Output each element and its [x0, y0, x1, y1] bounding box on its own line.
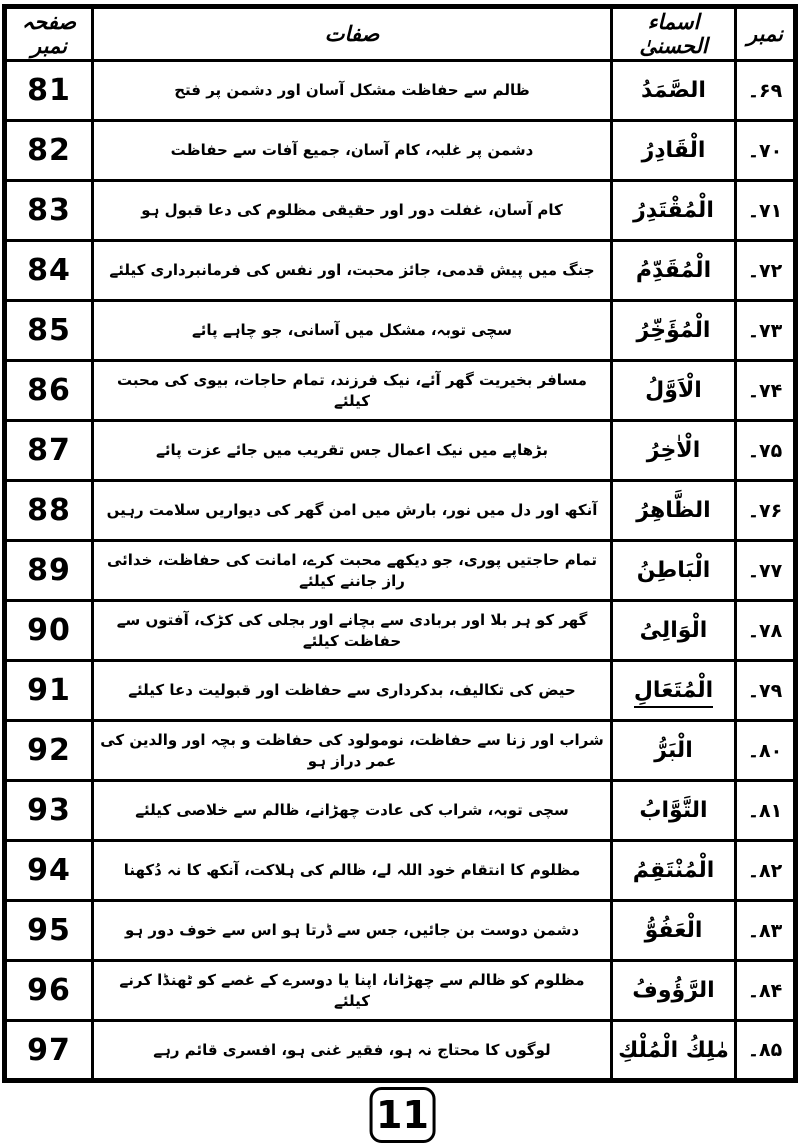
divine-name-cell: الْمُتَعَالِ [612, 661, 736, 721]
divine-name-cell: الصَّمَدُ [612, 61, 736, 121]
divine-name-cell: التَّوَّابُ [612, 781, 736, 841]
table-row [5, 61, 796, 121]
divine-name-cell: الْاَوَّلُ [612, 361, 736, 421]
serial-number-cell: ۷۶۔ [736, 481, 796, 541]
page-number-text: 11 [376, 1093, 429, 1137]
table-row [5, 901, 796, 961]
divine-name-cell: الْبَرُّ [612, 721, 736, 781]
table-row [5, 481, 796, 541]
table-row [5, 121, 796, 181]
divine-name-cell: الْمُقْتَدِرُ [612, 181, 736, 241]
table-row [5, 661, 796, 721]
page-number-cell: 93 [5, 781, 93, 841]
attributes-cell: بڑھاپے میں نیک اعمال جس تقریب میں جائے عزت پائے [93, 421, 612, 481]
page-number-cell: 82 [5, 121, 93, 181]
attributes-cell: سچی توبہ، مشکل میں آسانی، جو چاہے پائے [93, 301, 612, 361]
attributes-cell: دشمن دوست بن جائیں، جس سے ڈرتا ہو اس سے خوف دور ہو [93, 901, 612, 961]
serial-number-cell: ۷۰۔ [736, 121, 796, 181]
serial-number-cell: ۸۰۔ [736, 721, 796, 781]
serial-number-cell: ۶۹۔ [736, 61, 796, 121]
attributes-cell: لوگوں کا محتاج نہ ہو، فقیر غنی ہو، افسری قائم رہے [93, 1021, 612, 1081]
table-row [5, 721, 796, 781]
attributes-cell: جنگ میں پیش قدمی، جائز محبت، اور نفس کی فرمانبرداری کیلئے [93, 241, 612, 301]
attributes-cell: سچی توبہ، شراب کی عادت چھڑانے، ظالم سے خلاصی کیلئے [93, 781, 612, 841]
serial-number-cell: ۷۵۔ [736, 421, 796, 481]
serial-number-cell: ۷۳۔ [736, 301, 796, 361]
serial-number-cell: ۸۲۔ [736, 841, 796, 901]
attributes-cell: دشمن پر غلبہ، کام آسان، جمیع آفات سے حفاظت [93, 121, 612, 181]
attributes-cell: حیض کی تکالیف، بدکرداری سے حفاظت اور قبولیت دعا کیلئے [93, 661, 612, 721]
table-row [5, 241, 796, 301]
page-number-cell: 81 [5, 61, 93, 121]
table-header-row [5, 7, 796, 61]
table-row [5, 1021, 796, 1081]
page-number-cell: 89 [5, 541, 93, 601]
attributes-cell: مظلوم کا انتقام خود اللہ لے، ظالم کی ہلاکت، آنکھ کا نہ دُکھنا [93, 841, 612, 901]
divine-name-cell: الْعَفُوُّ [612, 901, 736, 961]
table-row [5, 841, 796, 901]
attributes-cell: آنکھ اور دل میں نور، بارش میں امن گھر کی دیواریں سلامت رہیں [93, 481, 612, 541]
table-row [5, 961, 796, 1021]
page-number-badge [369, 1087, 436, 1143]
serial-number-cell: ۷۷۔ [736, 541, 796, 601]
column-header-page-number: صفحہ نمبر [5, 7, 93, 61]
serial-number-cell: ۸۴۔ [736, 961, 796, 1021]
page-number-cell: 86 [5, 361, 93, 421]
page-number-cell: 90 [5, 601, 93, 661]
page-number-cell: 84 [5, 241, 93, 301]
page-number-cell: 94 [5, 841, 93, 901]
divine-name-cell: الْمُقَدِّمُ [612, 241, 736, 301]
asma-ul-husna-table [2, 4, 798, 1083]
column-header-attributes: صفات [93, 7, 612, 61]
page-number-cell: 88 [5, 481, 93, 541]
page-number-cell: 97 [5, 1021, 93, 1081]
divine-name-cell: الْمُؤَخِّرُ [612, 301, 736, 361]
serial-number-cell: ۷۲۔ [736, 241, 796, 301]
serial-number-cell: ۸۱۔ [736, 781, 796, 841]
column-header-number: نمبر [736, 7, 796, 61]
table-row [5, 541, 796, 601]
serial-number-cell: ۸۳۔ [736, 901, 796, 961]
attributes-cell: مظلوم کو ظالم سے چھڑانا، اپنا یا دوسرے کے غصے کو ٹھنڈا کرنے کیلئے [93, 961, 612, 1021]
page-number-cell: 91 [5, 661, 93, 721]
serial-number-cell: ۷۸۔ [736, 601, 796, 661]
page-number-cell: 87 [5, 421, 93, 481]
table-row [5, 781, 796, 841]
attributes-cell: کام آسان، غفلت دور اور حقیقی مظلوم کی دعا قبول ہو [93, 181, 612, 241]
attributes-cell: گھر کو ہر بلا اور بربادی سے بچانے اور بجلی کی کڑک، آفتوں سے حفاظت کیلئے [93, 601, 612, 661]
page-number-cell: 83 [5, 181, 93, 241]
page-number-cell: 92 [5, 721, 93, 781]
table-row [5, 361, 796, 421]
table-row [5, 181, 796, 241]
attributes-cell: مسافر بخیریت گھر آئے، نیک فرزند، تمام حاجات، بیوی کی محبت کیلئے [93, 361, 612, 421]
page-number-cell: 95 [5, 901, 93, 961]
page-number-cell: 96 [5, 961, 93, 1021]
table-row [5, 601, 796, 661]
divine-name-cell: الرَّؤُوفُ [612, 961, 736, 1021]
divine-name-cell: الْمُنْتَقِمُ [612, 841, 736, 901]
attributes-cell: تمام حاجتیں پوری، جو دیکھے محبت کرے، امانت کی حفاظت، خدائی راز جاننے کیلئے [93, 541, 612, 601]
divine-name-cell: الظَّاهِرُ [612, 481, 736, 541]
attributes-cell: ظالم سے حفاظت مشکل آسان اور دشمن پر فتح [93, 61, 612, 121]
divine-name-cell: الْبَاطِنُ [612, 541, 736, 601]
serial-number-cell: ۷۱۔ [736, 181, 796, 241]
divine-name-cell: الْوَالِیُ [612, 601, 736, 661]
column-header-names: اسماء الحسنیٰ [612, 7, 736, 61]
table-body [5, 61, 796, 1081]
table-row [5, 301, 796, 361]
page-number-cell: 85 [5, 301, 93, 361]
table-row [5, 421, 796, 481]
attributes-cell: شراب اور زنا سے حفاظت، نومولود کی حفاظت و بچہ اور والدین کی عمر دراز ہو [93, 721, 612, 781]
serial-number-cell: ۷۴۔ [736, 361, 796, 421]
divine-name-cell: مٰلِكُ الْمُلْكِ [612, 1021, 736, 1081]
serial-number-cell: ۷۹۔ [736, 661, 796, 721]
divine-name-cell: الْاٰخِرُ [612, 421, 736, 481]
divine-name-cell: الْقَادِرُ [612, 121, 736, 181]
serial-number-cell: ۸۵۔ [736, 1021, 796, 1081]
